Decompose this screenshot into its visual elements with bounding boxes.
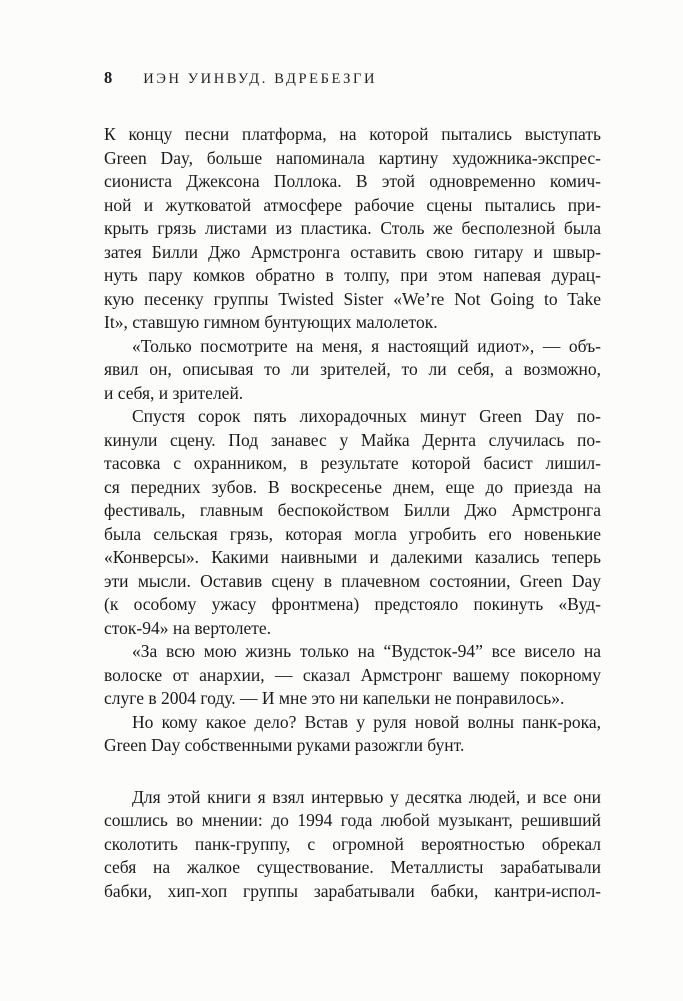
text-line: Но кому какое дело? Встав у руля новой волны панк-рока, bbox=[132, 711, 601, 732]
page-number: 8 bbox=[104, 68, 113, 87]
text-line: Green Day собственными руками разожгли бунт. bbox=[104, 735, 465, 755]
text-line: явил он, описывая то ли зрителей, то ли себя, а возможно, bbox=[104, 359, 601, 379]
text-line: сиониста Джексона Поллока. В этой одновременно комич- bbox=[104, 171, 601, 191]
text-line: К концу песни платформа, на которой пытались выступать bbox=[104, 124, 601, 144]
text-line: была сельская грязь, которая могла угробить его новенькие bbox=[104, 523, 601, 544]
paragraph bbox=[104, 711, 601, 758]
text-line: эти мысли. Оставив сцену в плачевном состоянии, Green Day bbox=[104, 570, 601, 591]
text-line: кинули сцену. Под занавес у Майка Дернта случилась по- bbox=[104, 429, 601, 450]
text-line: волоске от анархии, — сказал Армстронг вашему покорному bbox=[104, 664, 601, 685]
text-line: (к особому ужасу фронтмена) предстояло покинуть «Вуд- bbox=[104, 594, 601, 614]
text-line: сток-94» на вертолете. bbox=[104, 617, 272, 638]
text-line: нуть пару комков обратно в толпу, при этом напевая дурац- bbox=[104, 265, 601, 285]
text-line: крыть грязь листами из пластика. Столь же бесполезной была bbox=[104, 218, 601, 238]
text-line: Спустя сорок пять лихорадочных минут Green Day по- bbox=[132, 406, 601, 426]
text-line: затея Билли Джо Армстронга оставить свою гитару и швыр- bbox=[104, 241, 601, 262]
text-line: бабки, хип-хоп группы зарабатывали бабки, кантри-испол- bbox=[104, 880, 601, 901]
text-line: тасовка с охранником, в результате которой басист лишил- bbox=[104, 453, 601, 473]
text-line: сошлись во мнении: до 1994 года любой музыкант, решивший bbox=[104, 810, 601, 830]
text-line: сколотить панк-группу, с огромной вероятностью обрекал bbox=[104, 833, 601, 854]
page-body bbox=[104, 123, 601, 903]
text-line: и себя, и зрителей. bbox=[104, 382, 244, 403]
text-line: себя на жалкое существование. Металлисты зарабатывали bbox=[104, 857, 601, 877]
text-line: кую песенку группы Twisted Sister «We’re Not Going to Take bbox=[104, 288, 601, 309]
paragraph bbox=[104, 123, 601, 335]
text-line: It», ставшую гимном бунтующих малолеток. bbox=[104, 312, 438, 332]
text-line: Для этой книги я взял интервью у десятка людей, и все они bbox=[132, 786, 601, 807]
text-line: фестиваль, главным беспокойством Билли Джо Армстронга bbox=[104, 500, 601, 520]
page-header bbox=[104, 68, 377, 88]
paragraph bbox=[104, 786, 601, 904]
text-line: «За всю мою жизнь только на “Вудсток-94” все висело на bbox=[132, 641, 601, 661]
paragraph bbox=[104, 640, 601, 711]
text-line: слуге в 2004 году. — И мне это ни капельки не понравилось». bbox=[104, 688, 565, 708]
running-title: ИЭН УИНВУД. ВДРЕБЕЗГИ bbox=[143, 71, 378, 87]
text-line: «Только посмотрите на меня, я настоящий идиот», — объ- bbox=[132, 335, 601, 356]
text-line: Green Day, больше напоминала картину художника-экспрес- bbox=[104, 147, 601, 168]
text-line: ной и жутковатой атмосфере рабочие сцены пытались при- bbox=[104, 194, 601, 215]
paragraph bbox=[104, 335, 601, 406]
text-line: «Конверсы». Какими наивными и далекими казались теперь bbox=[104, 547, 601, 567]
text-line: ся передних зубов. В воскресенье днем, еще до приезда на bbox=[104, 476, 601, 497]
paragraph bbox=[104, 405, 601, 640]
